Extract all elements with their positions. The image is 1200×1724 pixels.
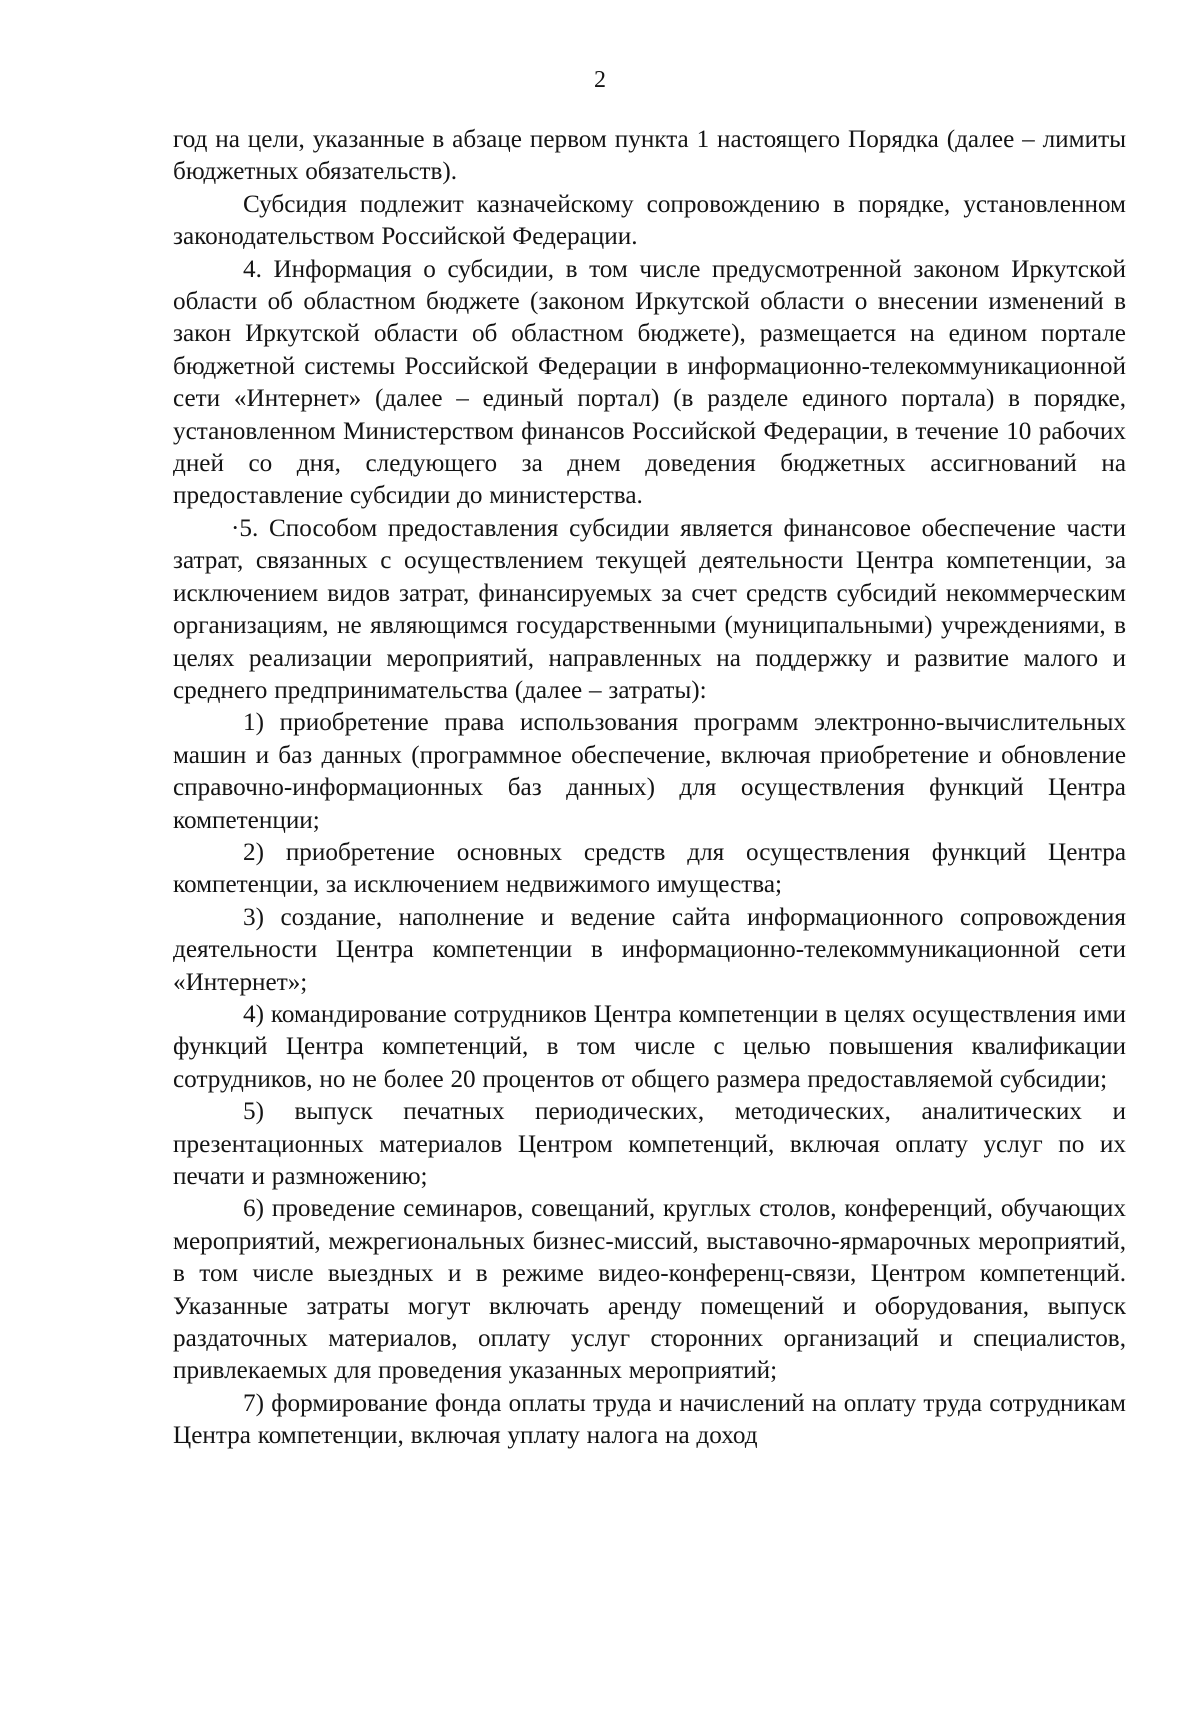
list-item-5: 5) выпуск печатных периодических, методических, аналитических и презентационных материалов Центром компетенций, включая оплату услуг по их печати и размножению; [173,1098,1126,1190]
list-item-6: 6) проведение семинаров, совещаний, круглых столов, конференций, обучающих мероприятий, межрегиональных бизнес-миссий, выставочно-ярмарочных мероприятий, в том числе выездных и в режиме видео-конференц-связи, Центром компетенций. Указанные затраты могут включать аренду помещений и оборудования, выпуск раздаточных материалов, оплату услуг сторонних организаций и специалистов, привлекаемых для проведения указанных мероприятий; [173,1195,1126,1385]
paragraph-item-4-information: 4. Информация о субсидии, в том числе предусмотренной законом Иркутской области об областном бюджете (законом Иркутской области о внесении изменений в закон Иркутской области об областном бюджете), размещается на едином портале бюджетной системы Российской Федерации в информационно-телекоммуникационной сети «Интернет» (далее – единый портал) (в разделе единого портала) в порядке, установленном Министерством финансов Российской Федерации, в течение 10 рабочих дней со дня, следующего за днем доведения бюджетных ассигнований на предоставление субсидии до министерства. [173,255,1126,510]
document-body [173,124,1126,1453]
list-item-2: 2) приобретение основных средств для осуществления функций Центра компетенции, за исключением недвижимого имущества; [173,838,1126,899]
paragraph-item-5-method: ·5. Способом предоставления субсидии является финансовое обеспечение части затрат, связанных с осуществлением текущей деятельности Центра компетенции, за исключением видов затрат, финансируемых за счет средств субсидий некоммерческим организациям, не являющимся государственными (муниципальными) учреждениями, в целях реализации мероприятий, направленных на поддержку и развитие малого и среднего предпринимательства (далее – затраты): [173,514,1126,704]
paragraph-treasury-support: Субсидия подлежит казначейскому сопровождению в порядке, установленном законодательством Российской Федерации. [173,190,1126,251]
list-item-1: 1) приобретение права использования программ электронно-вычислительных машин и баз данных (программное обеспечение, включая приобретение и обновление справочно-информационных баз данных) для осуществления функций Центра компетенции; [173,709,1126,834]
list-item-7: 7) формирование фонда оплаты труда и начислений на оплату труда сотрудникам Центра компетенции, включая уплату налога на доход [173,1389,1126,1450]
paragraph-continuation: год на цели, указанные в абзаце первом пункта 1 настоящего Порядка (далее – лимиты бюджетных обязательств). [173,126,1126,186]
list-item-3: 3) создание, наполнение и ведение сайта информационного сопровождения деятельности Центра компетенции в информационно-телекоммуникационной сети «Интернет»; [173,903,1126,996]
page-number: 2 [594,67,606,93]
list-item-4: 4) командирование сотрудников Центра компетенции в целях осуществления ими функций Центра компетенций, в том числе с целью повышения квалификации сотрудников, но не более 20 процентов от общего размера предоставляемой субсидии; [173,1000,1126,1093]
